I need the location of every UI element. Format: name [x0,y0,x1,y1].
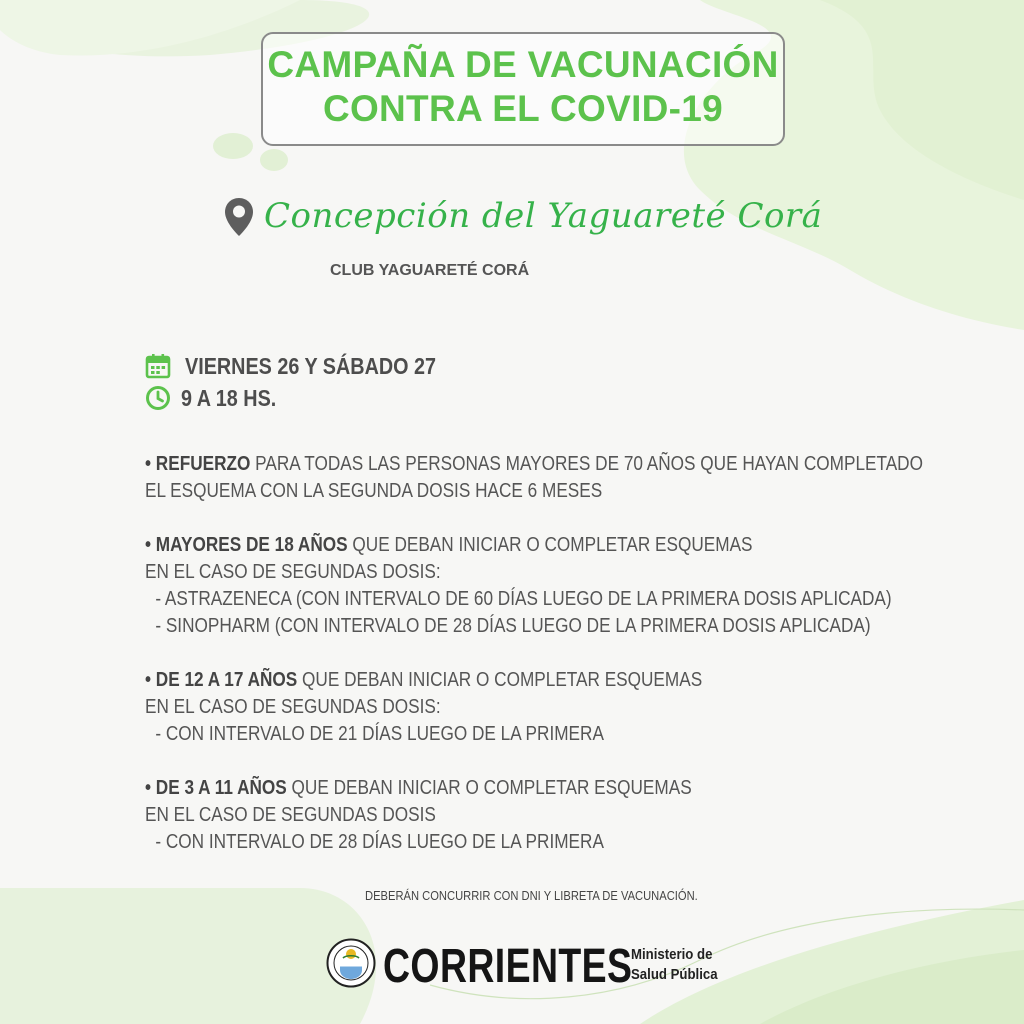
location-row [224,188,824,248]
date-row [145,350,645,382]
eligibility-list [145,451,1005,883]
group-adults [145,532,1005,640]
ministry-line-2: Salud Pública [631,966,718,983]
time-row [145,382,645,414]
time-text: 9 A 18 HS. [181,385,277,411]
group-detail-line: EN EL CASO DE SEGUNDAS DOSIS: [145,696,441,718]
calendar-icon [145,353,171,379]
group-description: QUE DEBAN INICIAR O COMPLETAR ESQUEMAS [347,534,753,556]
vaccine-interval-sinopharm: - SINOPHARM (CON INTERVALO DE 28 DÍAS LUEGO DE LA PRIMERA DOSIS APLICADA) [155,615,871,637]
brand-wordmark: CORRIENTES [383,940,633,993]
group-heading: • DE 12 A 17 AÑOS [145,669,298,691]
clock-icon [145,385,171,411]
group-detail-line: EL ESQUEMA CON LA SEGUNDA DOSIS HACE 6 MESES [145,480,603,502]
group-detail-line: EN EL CASO DE SEGUNDAS DOSIS [145,804,436,826]
date-text: VIERNES 26 Y SÁBADO 27 [185,353,437,379]
town-name: Concepción del Yaguareté Corá [264,196,823,236]
group-booster [145,451,1005,505]
group-detail-line: EN EL CASO DE SEGUNDAS DOSIS: [145,561,441,583]
map-pin-icon [224,197,254,237]
footer-logo [326,935,756,997]
group-description: PARA TODAS LAS PERSONAS MAYORES DE 70 AÑOS QUE HAYAN COMPLETADO [250,453,923,475]
campaign-title-line-2: CONTRA EL COVID-19 [322,88,724,129]
dose-interval-line: - CON INTERVALO DE 21 DÍAS LUEGO DE LA PRIMERA [155,723,604,745]
group-heading: • MAYORES DE 18 AÑOS [145,534,348,556]
province-seal-icon [326,938,376,988]
vaccine-interval-astrazeneca: - ASTRAZENECA (CON INTERVALO DE 60 DÍAS LUEGO DE LA PRIMERA DOSIS APLICADA) [155,588,892,610]
group-teens [145,667,1005,748]
ministry-line-1: Ministerio de [631,946,713,963]
requirements-note: DEBERÁN CONCURRIR CON DNI Y LIBRETA DE VACUNACIÓN. [365,888,698,903]
group-heading: • REFUERZO [145,453,251,475]
group-description: QUE DEBAN INICIAR O COMPLETAR ESQUEMAS [286,777,692,799]
ministry-label [631,945,718,985]
schedule [145,350,645,414]
group-description: QUE DEBAN INICIAR O COMPLETAR ESQUEMAS [297,669,703,691]
group-children [145,775,1005,856]
campaign-title-box [261,32,785,146]
group-heading: • DE 3 A 11 AÑOS [145,777,287,799]
campaign-title-line-1: CAMPAÑA DE VACUNACIÓN [267,44,779,85]
dose-interval-line: - CON INTERVALO DE 28 DÍAS LUEGO DE LA PRIMERA [155,831,604,853]
venue-name: CLUB YAGUARETÉ CORÁ [330,262,530,279]
